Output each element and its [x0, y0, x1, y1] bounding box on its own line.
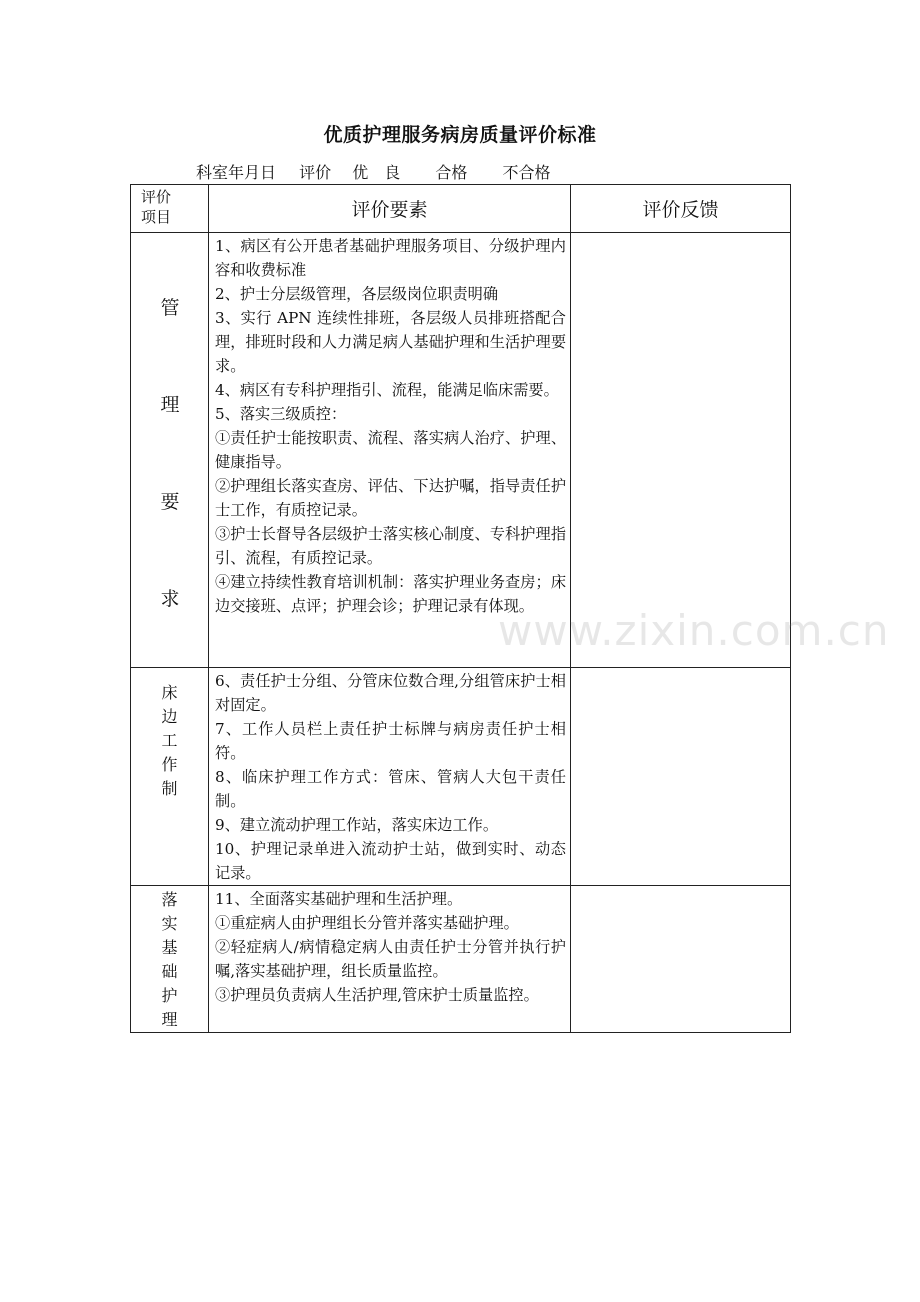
element-line: 7、工作人员栏上责任护士标牌与病房责任护士相符。: [215, 720, 566, 762]
element-line: ③护士长督导各层级护士落实核心制度、专科护理指引、流程，有质控记录。: [215, 525, 566, 567]
feedback-cell[interactable]: [571, 886, 791, 1033]
category-char: 理: [161, 1010, 178, 1029]
grade-good-label: 优 良: [352, 163, 401, 182]
element-line: 11、全面落实基础护理和生活护理。: [215, 890, 463, 908]
element-line: 6、责任护士分组、分管床位数合理,分组管床护士相对固定。: [215, 672, 566, 714]
category-char: 要: [160, 491, 180, 513]
category-char: 作: [161, 755, 178, 774]
category-char: 落: [161, 890, 178, 909]
header-feedback: 评价反馈: [571, 185, 791, 233]
element-line: ②护理组长落实查房、评估、下达护嘱，指导责任护士工作，有质控记录。: [215, 477, 566, 519]
element-line: 4、病区有专科护理指引、流程，能满足临床需要。: [215, 381, 559, 399]
category-char: 理: [160, 394, 180, 416]
element-line: 5、落实三级质控：: [215, 405, 347, 423]
grade-pass-label: 合格: [435, 163, 468, 182]
category-cell: [131, 233, 209, 668]
category-char: 工: [161, 731, 178, 750]
elements-cell: [209, 233, 571, 668]
feedback-cell[interactable]: [571, 233, 791, 668]
feedback-cell[interactable]: [571, 668, 791, 886]
element-line: 1、病区有公开患者基础护理服务项目、分级护理内容和收费标准: [215, 237, 566, 279]
category-char: 础: [161, 962, 178, 981]
document-title: 优质护理服务病房质量评价标准: [323, 124, 597, 146]
category-char: 护: [161, 986, 178, 1005]
category-char: 求: [160, 588, 180, 610]
category-char: 实: [161, 914, 178, 933]
evaluation-subline: [196, 160, 550, 183]
header-item-line: 评价: [141, 188, 172, 206]
element-line: ①责任护士能按职责、流程、落实病人治疗、护理、健康指导。: [215, 429, 566, 471]
watermark: www.zixin.com.cn: [498, 606, 890, 655]
dept-date-label: 科室年月日: [196, 163, 277, 182]
evaluation-label: 评价: [299, 163, 332, 182]
table-row: [131, 886, 791, 1033]
table-row: [131, 233, 791, 668]
category-char: 管: [160, 297, 180, 319]
header-elements: 评价要素: [209, 185, 571, 233]
element-line: 3、实行 APN 连续性排班，各层级人员排班搭配合理，排班时段和人力满足病人基础护理和生活护理要求。: [215, 309, 566, 375]
category-char: 制: [161, 779, 178, 798]
category-cell: [131, 668, 209, 886]
element-line: 10、护理记录单进入流动护士站，做到实时、动态记录。: [215, 840, 566, 882]
element-line: ①重症病人由护理组长分管并落实基础护理。: [215, 914, 519, 932]
element-line: 8、临床护理工作方式：管床、管病人大包干责任制。: [215, 768, 566, 810]
element-line: ②轻症病人/病情稳定病人由责任护士分管并执行护嘱,落实基础护理，组长质量监控。: [215, 938, 566, 980]
header-item-line: 项目: [141, 208, 172, 226]
category-cell: [131, 886, 209, 1033]
elements-cell: [209, 668, 571, 886]
evaluation-table: [130, 184, 791, 1033]
grade-fail-label: 不合格: [502, 163, 551, 182]
element-line: 2、护士分层级管理，各层级岗位职责明确: [215, 285, 499, 303]
header-item: [131, 185, 209, 233]
table-row: [131, 668, 791, 886]
element-line: ③护理员负责病人生活护理,管床护士质量监控。: [215, 986, 539, 1004]
category-char: 床: [161, 683, 178, 702]
category-char: 基: [161, 938, 178, 957]
element-line: 9、建立流动护理工作站，落实床边工作。: [215, 816, 499, 834]
category-char: 边: [161, 707, 178, 726]
element-line: ④建立持续性教育培训机制：落实护理业务查房；床边交接班、点评；护理会诊；护理记录有体现。: [215, 573, 566, 615]
elements-cell: [209, 886, 571, 1033]
table-header-row: [131, 185, 791, 233]
